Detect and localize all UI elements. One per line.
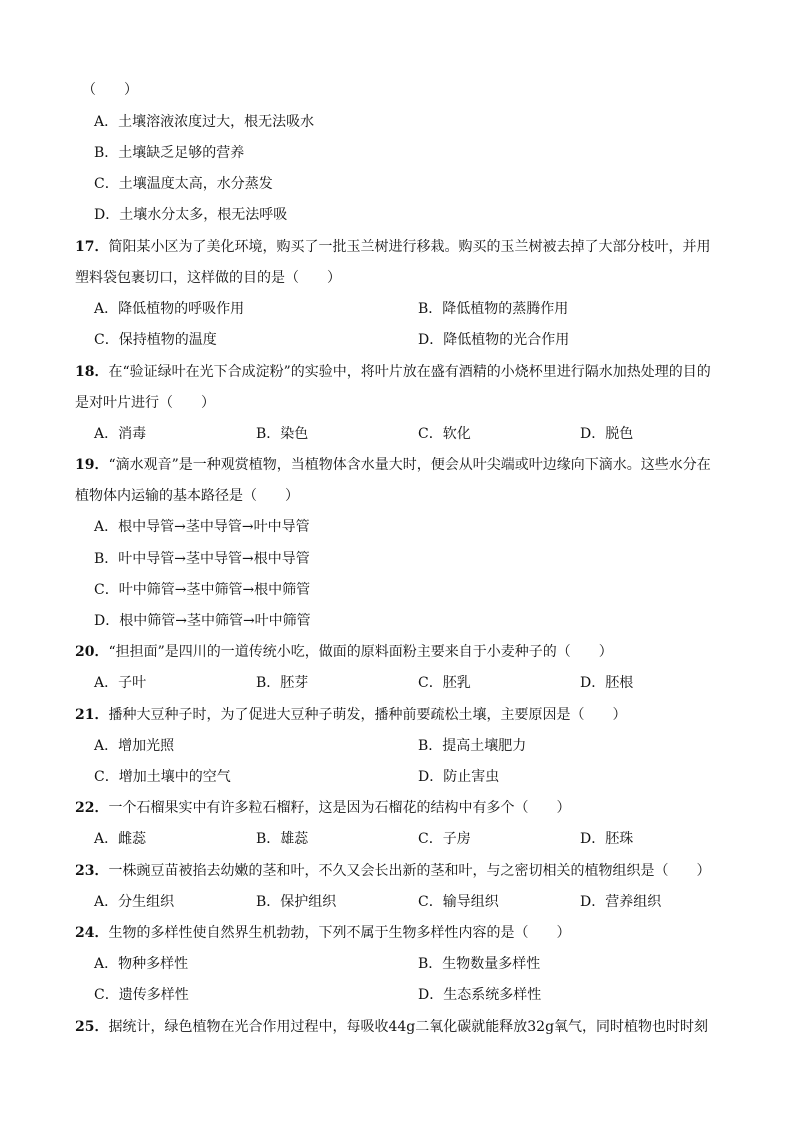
q23-option-a: A．分生组织 — [94, 894, 175, 910]
q22-option-c: C．子房 — [418, 831, 471, 847]
q18-option-d: D．脱色 — [580, 426, 634, 442]
q16-option-a: A．土壤溶液浓度过大，根无法吸水 — [94, 114, 315, 130]
q22-option-b: B．雄蕊 — [256, 831, 309, 847]
q18-stem — [75, 362, 711, 382]
q23-stem — [75, 861, 710, 881]
q24-option-a: A．物种多样性 — [94, 956, 189, 972]
q17-text-line1: 简阳某小区为了美化环境，购买了一批玉兰树进行移栽。购买的玉兰树被去掉了大部分枝叶，并用 — [108, 239, 711, 255]
q21-option-a: A．增加光照 — [94, 738, 175, 754]
q21-option-d: D．防止害虫 — [418, 769, 500, 785]
q23-option-d: D．营养组织 — [580, 894, 662, 910]
q20-stem — [75, 642, 613, 662]
q24-number: 24． — [75, 925, 109, 941]
q23-number: 23． — [75, 863, 109, 879]
q21-stem — [75, 705, 626, 725]
q21-text-line1: 播种大豆种子时，为了促进大豆种子萌发，播种前要疏松土壤，主要原因是（ ） — [108, 707, 627, 723]
q23-text-line1: 一株豌豆苗被掐去幼嫩的茎和叶，不久又会长出新的茎和叶，与之密切相关的植物组织是（ ） — [108, 863, 711, 879]
q25-number: 25． — [75, 1019, 109, 1035]
q22-option-d: D．胚珠 — [580, 831, 634, 847]
q19-text-line1: “滴水观音”是一种观赏植物，当植物体含水量大时，便会从叶尖端或叶边缘向下滴水。这些水分在 — [108, 457, 711, 473]
q17-stem — [75, 237, 710, 257]
q22-stem — [75, 798, 570, 818]
q17-option-c: C．保持植物的温度 — [94, 332, 217, 348]
q16-option-b: B．土壤缺乏足够的营养 — [94, 145, 245, 161]
q21-number: 21． — [75, 707, 109, 723]
q20-option-b: B．胚芽 — [256, 675, 309, 691]
q20-number: 20． — [75, 644, 109, 660]
q19-text-line2: 植物体内运输的基本路径是（ ） — [75, 488, 299, 504]
q20-option-a: A．子叶 — [94, 675, 147, 691]
q18-number: 18． — [75, 364, 109, 380]
q16-option-d: D．土壤水分太多，根无法呼吸 — [94, 207, 288, 223]
q24-stem — [75, 923, 570, 943]
q17-option-a: A．降低植物的呼吸作用 — [94, 301, 245, 317]
q22-text-line1: 一个石榴果实中有许多粒石榴籽，这是因为石榴花的结构中有多个（ ） — [108, 800, 571, 816]
q17-number: 17． — [75, 239, 109, 255]
q24-option-c: C．遗传多样性 — [94, 987, 189, 1003]
q20-option-d: D．胚根 — [580, 675, 634, 691]
q21-option-b: B．提高土壤肥力 — [418, 738, 527, 754]
q18-option-b: B．染色 — [256, 426, 309, 442]
q25-text-line1: 据统计，绿色植物在光合作用过程中，每吸收44g二氧化碳就能释放32g氧气，同时植物也时时刻 — [108, 1019, 709, 1035]
q19-option-c: C．叶中筛管→茎中筛管→根中筛管 — [94, 582, 311, 598]
q17-option-d: D．降低植物的光合作用 — [418, 332, 570, 348]
q24-option-d: D．生态系统多样性 — [418, 987, 542, 1003]
q16-bracket: （ ） — [82, 82, 138, 98]
q19-stem — [75, 455, 711, 475]
q19-option-a: A．根中导管→茎中导管→叶中导管 — [94, 519, 310, 535]
q24-option-b: B．生物数量多样性 — [418, 956, 541, 972]
q22-number: 22． — [75, 800, 109, 816]
q20-text-line1: “担担面”是四川的一道传统小吃，做面的原料面粉主要来自于小麦种子的（ ） — [108, 644, 613, 660]
q18-option-a: A．消毒 — [94, 426, 147, 442]
q19-option-d: D．根中筛管→茎中筛管→叶中筛管 — [94, 613, 311, 629]
q18-text-line2: 是对叶片进行（ ） — [75, 395, 215, 411]
q22-option-a: A．雌蕊 — [94, 831, 147, 847]
q23-option-b: B．保护组织 — [256, 894, 337, 910]
q18-text-line1: 在“验证绿叶在光下合成淀粉”的实验中，将叶片放在盛有酒精的小烧杯里进行隔水加热处理的目的 — [108, 364, 711, 380]
q21-option-c: C．增加土壤中的空气 — [94, 769, 231, 785]
q18-option-c: C．软化 — [418, 426, 471, 442]
q24-text-line1: 生物的多样性使自然界生机勃勃，下列不属于生物多样性内容的是（ ） — [108, 925, 571, 941]
q17-option-b: B．降低植物的蒸腾作用 — [418, 301, 569, 317]
q23-option-c: C．输导组织 — [418, 894, 499, 910]
q16-option-c: C．土壤温度太高，水分蒸发 — [94, 176, 273, 192]
q19-number: 19． — [75, 457, 109, 473]
q17-text-line2: 塑料袋包裹切口，这样做的目的是（ ） — [75, 270, 341, 286]
q20-option-c: C．胚乳 — [418, 675, 471, 691]
q19-option-b: B．叶中导管→茎中导管→根中导管 — [94, 551, 310, 567]
q25-stem — [75, 1017, 708, 1037]
